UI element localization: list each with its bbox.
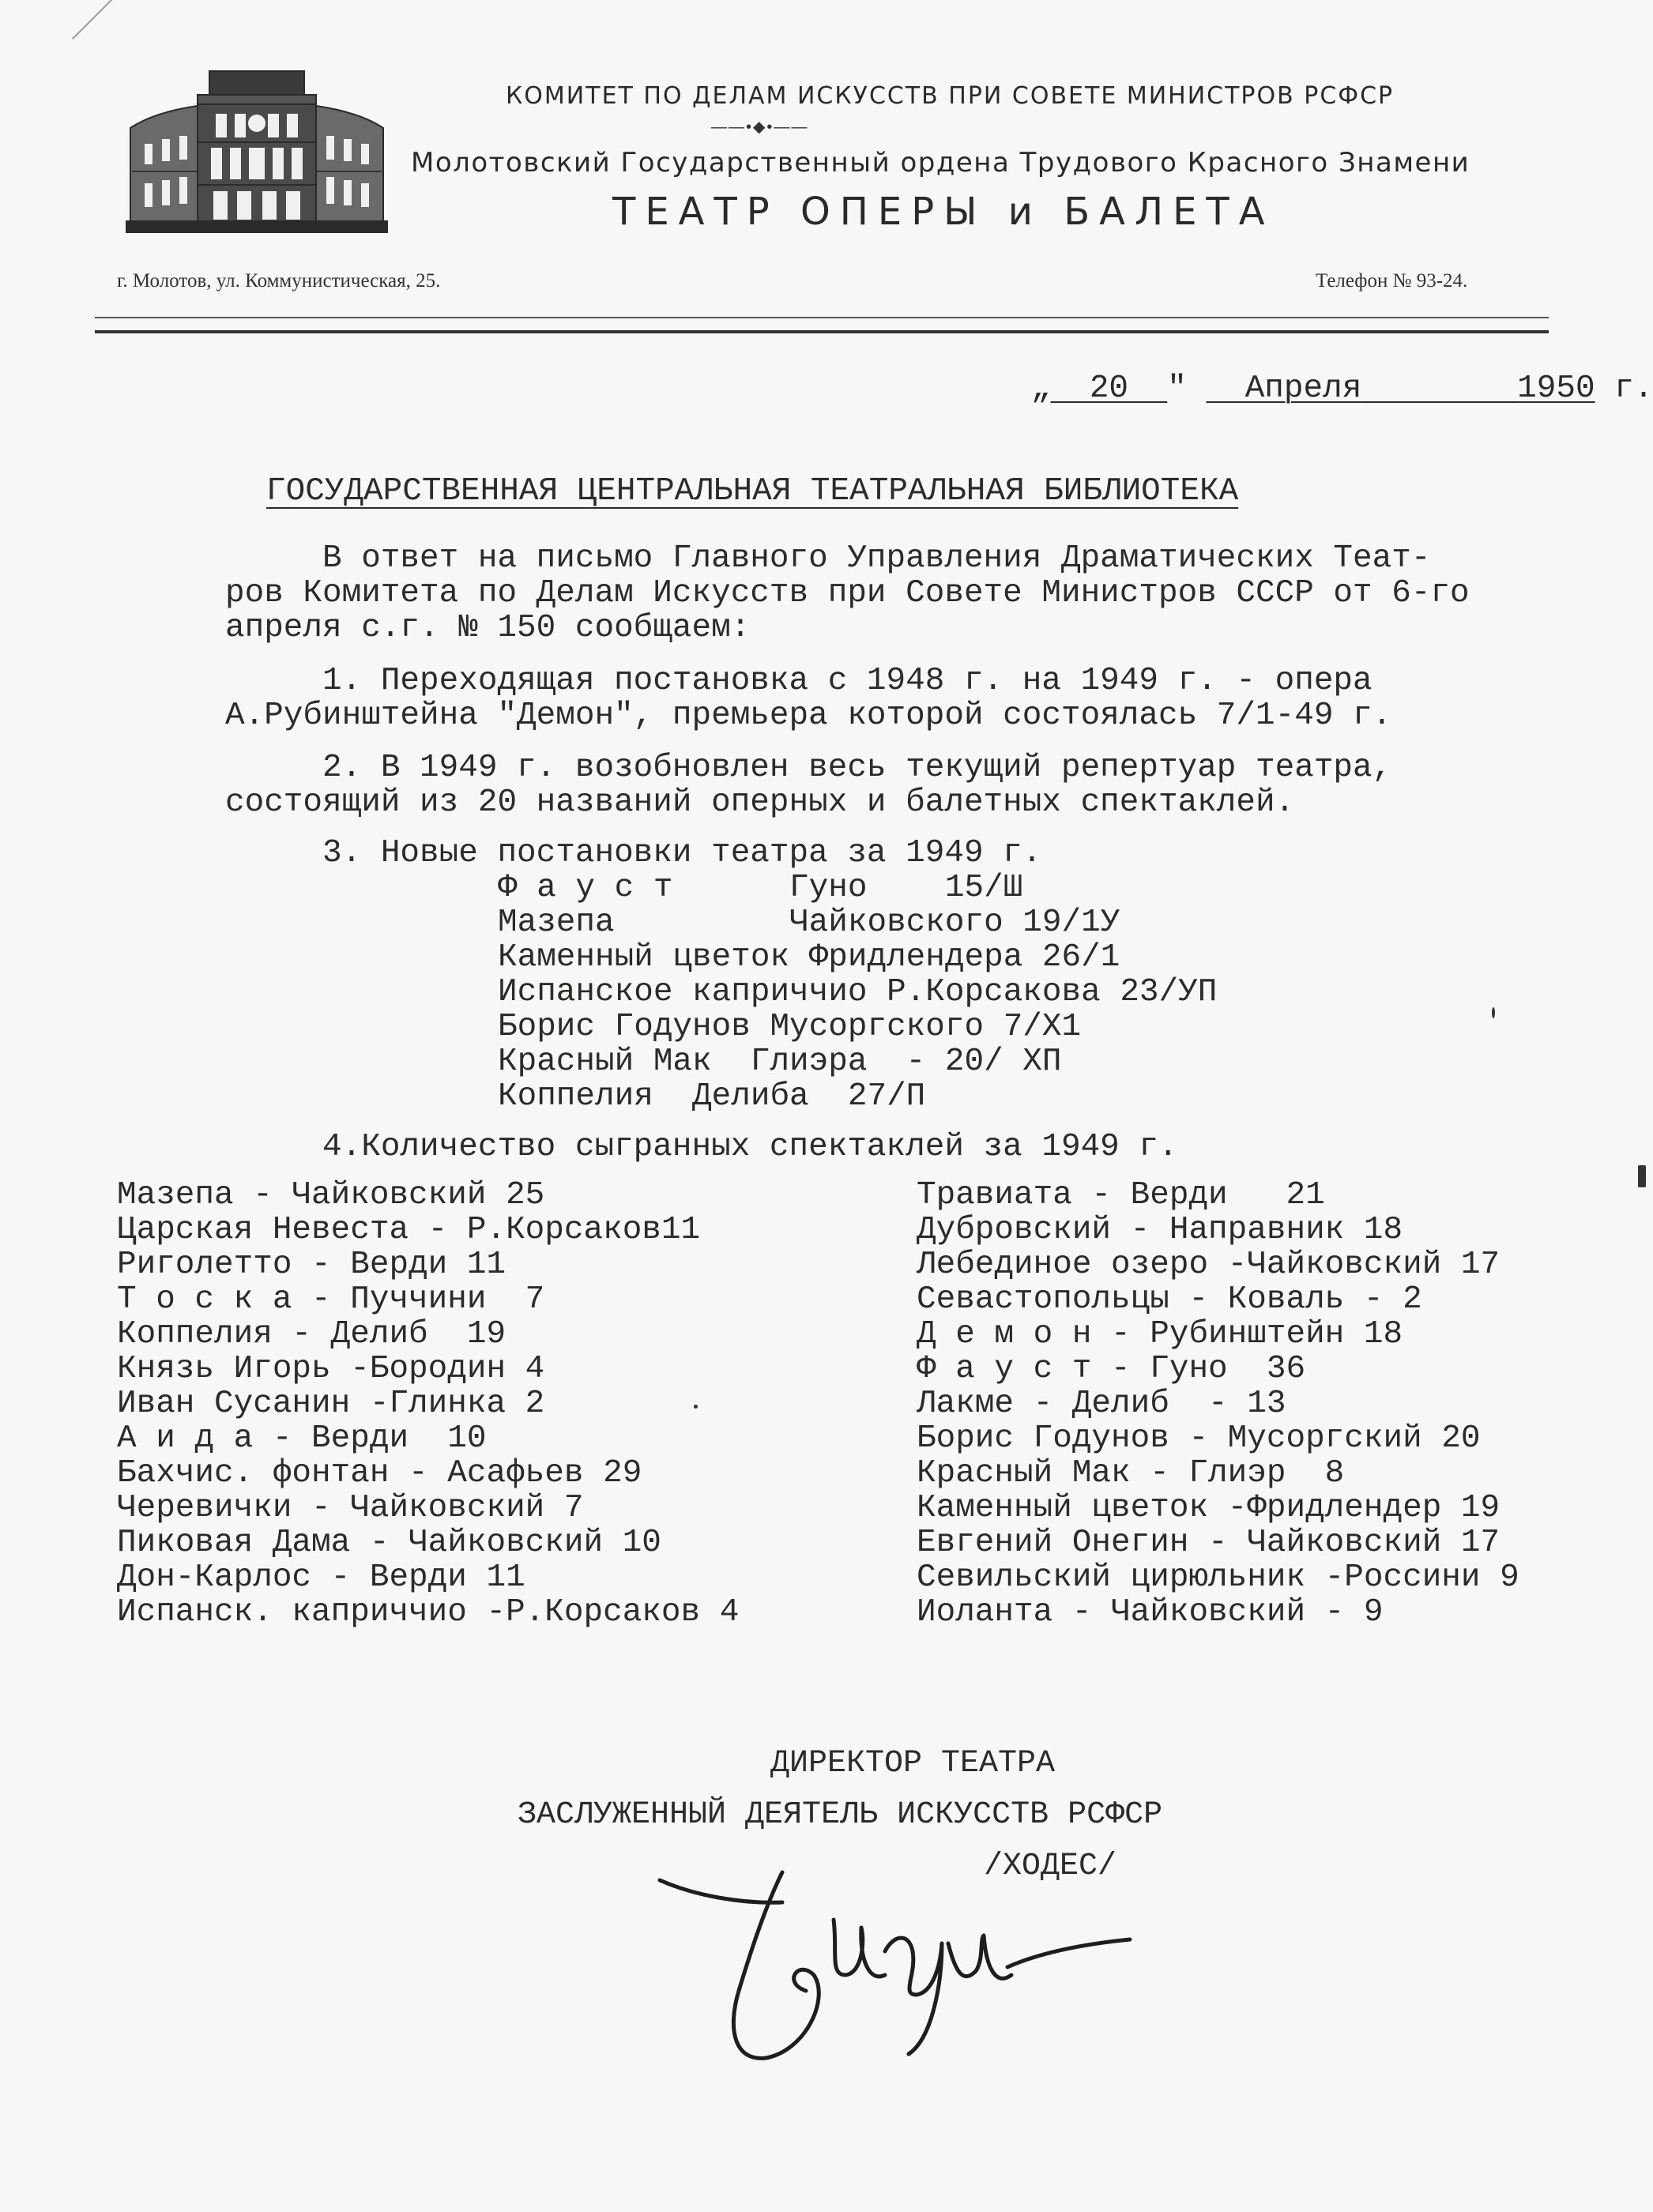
new-production-item: Коппелия Делиба 27/П — [498, 1078, 926, 1115]
letterhead-ornament: ——•◆•—— — [711, 118, 809, 136]
performance-count-left: А и д а - Верди 10 — [117, 1420, 487, 1457]
performance-count-right: Борис Годунов - Мусоргский 20 — [917, 1420, 1481, 1457]
performance-count-right: Ф а у с т - Гуно 36 — [917, 1351, 1306, 1387]
signature-name: /ХОДЕС/ — [984, 1849, 1117, 1884]
intro-line-1: В ответ на письмо Главного Управления Драматических Теат- — [225, 540, 1431, 577]
handwritten-signature — [648, 1856, 1138, 2094]
performance-count-left: Испанск. каприччио -Р.Корсаков 4 — [117, 1594, 740, 1631]
performance-count-right: Севильский цирюльник -Россини 9 — [917, 1559, 1519, 1596]
performance-count-left: Т о с к а - Пуччини 7 — [117, 1281, 545, 1318]
performance-count-right: Лебединое озеро -Чайковский 17 — [917, 1247, 1501, 1283]
date-suffix: г. — [1614, 371, 1653, 407]
theater-building-emblem — [122, 57, 391, 243]
paragraph-2-line-2: состоящий из 20 названий оперных и балетных спектаклей. — [225, 784, 1295, 821]
scan-edge-mark — [1638, 1165, 1646, 1187]
date-line — [1031, 371, 1653, 406]
performance-count-right: Каменный цветок -Фридлендер 19 — [917, 1490, 1501, 1526]
performance-count-right: Травиата - Верди 21 — [917, 1177, 1325, 1213]
performance-count-left: Коппелия - Делиб 19 — [117, 1316, 506, 1352]
new-production-item: Борис Годунов Мусоргского 7/Х1 — [498, 1009, 1082, 1045]
performance-count-left: Иван Сусанин -Глинка 2 — [117, 1386, 545, 1422]
scan-speck — [1492, 1007, 1495, 1018]
performance-count-right: Евгений Онегин - Чайковский 17 — [917, 1525, 1501, 1561]
performance-count-left: Мазепа - Чайковский 25 — [117, 1177, 545, 1213]
letterhead-phone: Телефон № 93-24. — [1316, 270, 1468, 292]
letterhead-rule-thick — [95, 330, 1549, 333]
letterhead-theater-full-name: Молотовский Государственный ордена Трудового Красного Знамени — [411, 147, 1470, 179]
performance-count-left: Царская Невеста - Р.Корсаков11 — [117, 1212, 701, 1248]
new-production-item: Каменный цветок Фридлендера 26/1 — [498, 939, 1120, 976]
scan-mark — [72, 0, 118, 40]
date-open-quote: „ — [1031, 371, 1051, 407]
paragraph-4-heading: 4.Количество сыгранных спектаклей за 1949 г. — [225, 1129, 1178, 1165]
performance-count-right: Иоланта - Чайковский - 9 — [917, 1594, 1384, 1631]
performance-count-left: Риголетто - Верди 11 — [117, 1247, 506, 1283]
paragraph-2-line-1: 2. В 1949 г. возобновлен весь текущий репертуар театра, — [225, 750, 1392, 786]
letterhead-committee: КОМИТЕТ ПО ДЕЛАМ ИСКУССТВ ПРИ СОВЕТЕ МИНИСТРОВ РСФСР — [506, 82, 1395, 110]
date-month: Апреля — [1244, 371, 1362, 407]
letterhead-address: г. Молотов, ул. Коммунистическая, 25. — [117, 270, 441, 292]
performance-count-right: Севастопольцы - Коваль - 2 — [917, 1281, 1422, 1318]
recipient-heading: ГОСУДАРСТВЕННАЯ ЦЕНТРАЛЬНАЯ ТЕАТРАЛЬНАЯ БИБЛИОТЕКА — [266, 473, 1239, 510]
letterhead-theater-name: ТЕАТР ОПЕРЫ и БАЛЕТА — [612, 190, 1275, 234]
performance-count-left: Пиковая Дама - Чайковский 10 — [117, 1525, 661, 1561]
intro-line-2: ров Комитета по Делам Искусств при Совете Министров СССР от 6-го — [225, 575, 1470, 611]
new-production-item: Мазепа Чайковского 19/1У — [498, 905, 1120, 941]
signature-title: ДИРЕКТОР ТЕАТРА — [770, 1746, 1056, 1781]
performance-count-left: Черевички - Чайковский 7 — [117, 1490, 584, 1526]
date-year: 1950 — [1517, 371, 1595, 407]
intro-line-3: апреля с.г. № 150 сообщаем: — [225, 610, 751, 646]
scan-speck — [694, 1405, 698, 1409]
performance-count-right: Дубровский - Направник 18 — [917, 1212, 1403, 1248]
performance-count-right: Красный Мак - Глиэр 8 — [917, 1455, 1345, 1492]
performance-count-left: Дон-Карлос - Верди 11 — [117, 1559, 525, 1596]
paragraph-1-line-1: 1. Переходящая постановка с 1948 г. на 1949 г. - опера — [225, 663, 1372, 699]
performance-count-right: Лакме - Делиб - 13 — [917, 1386, 1286, 1422]
new-production-item: Испанское каприччио Р.Корсакова 23/УП — [498, 974, 1218, 1010]
performance-count-left: Бахчис. фонтан - Асафьев 29 — [117, 1455, 642, 1492]
new-production-item: Красный Мак Глиэра - 20/ ХП — [498, 1044, 1062, 1080]
date-day: 20 — [1089, 371, 1129, 407]
signature-honor: ЗАСЛУЖЕННЫЙ ДЕЯТЕЛЬ ИСКУССТВ РСФСР — [518, 1797, 1163, 1833]
date-close-quote: " — [1167, 371, 1187, 407]
performance-count-right: Д е м о н - Рубинштейн 18 — [917, 1316, 1403, 1352]
paragraph-1-line-2: А.Рубинштейна "Демон", премьера которой состоялась 7/1-49 г. — [225, 698, 1392, 734]
letterhead-rule-thin — [95, 317, 1549, 318]
paragraph-3-heading: 3. Новые постановки театра за 1949 г. — [225, 835, 1042, 871]
performance-count-left: Князь Игорь -Бородин 4 — [117, 1351, 545, 1387]
new-production-item: Ф а у с т Гуно 15/Ш — [498, 870, 1023, 906]
